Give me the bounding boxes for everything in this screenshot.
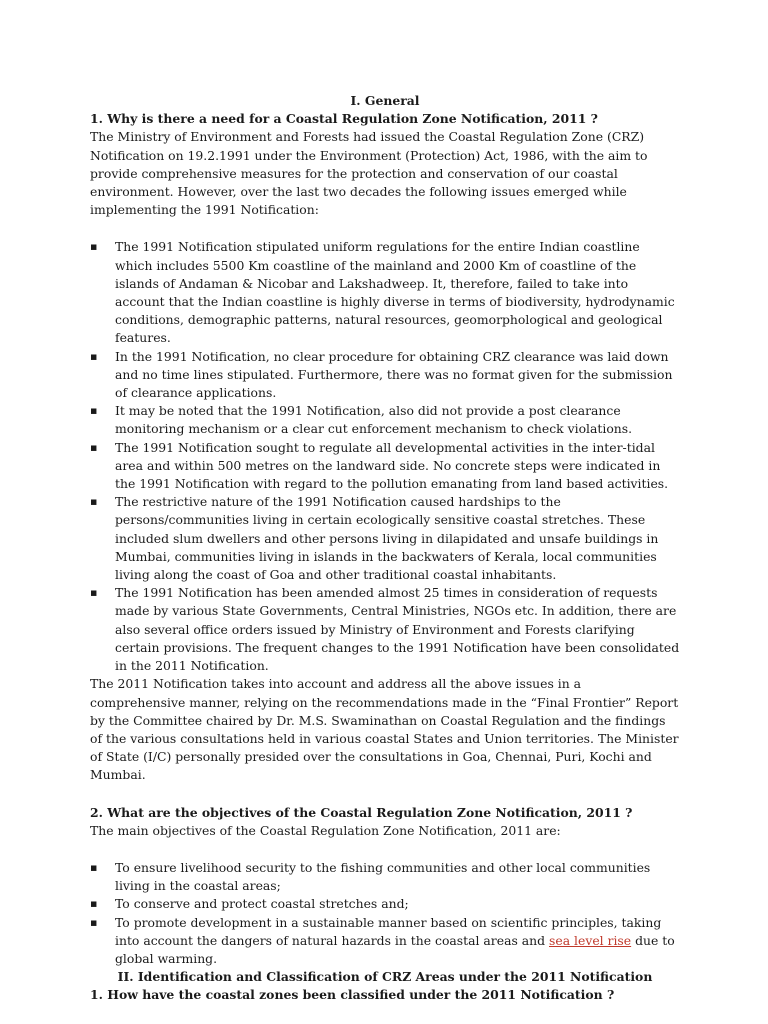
section-heading-general: I. General xyxy=(350,93,420,108)
objective-text-end: due to global warming. xyxy=(115,932,675,966)
closing-paragraph: The 2011 Notification takes into account and address all the above issues in a comprehensive manner, relying on the recommendations made in the “Final Frontier” Report by the Committee chaired by Dr. M.S. Swaminathan on Coastal Regulation and the findings of the various consultations held in various coastal States and Union territories. The Minister of State (I/C) personally presided over the consultations in Goa, Chennai, Puri, Kochi and Mumbai. xyxy=(90,676,679,783)
list-item: ▪ To conserve and protect coastal stretches and; xyxy=(90,895,680,913)
sea-level-rise-link[interactable]: sea level rise xyxy=(549,932,632,948)
document-content xyxy=(90,92,680,1005)
issues-list xyxy=(90,238,680,675)
list-item: ▪ To ensure livelihood security to the fishing communities and other local communities living in the coastal areas; xyxy=(90,859,680,895)
list-item: ▪ The 1991 Notification sought to regulate all developmental activities in the inter-tidal area and within 500 metres on the landward side. No concrete steps were indicated in the 1991 Notification with regard to the pollution emanating from land based activities. xyxy=(90,439,680,494)
list-item: ▪ The restrictive nature of the 1991 Notification caused hardships to the persons/communities living in certain ecologically sensitive coastal stretches. These included slum dwellers and other persons living in dilapidated and unsafe buildings in Mumbai, communities living in islands in the backwaters of Kerala, local communities living along the coast of Goa and other traditional coastal inhabitants. xyxy=(90,493,680,584)
section-heading-identification: II. Identification and Classification of CRZ Areas under the 2011 Notification xyxy=(117,969,653,985)
list-item: ▪ The 1991 Notification stipulated uniform regulations for the entire Indian coastline which includes 5500 Km coastline of the mainland and 2000 Km of coastline of the islands of Andaman & Nicobar and Lakshadweep. It, therefore, failed to take into account that the Indian coastline is highly diverse in terms of biodiversity, hydrodynamic conditions, demographic patterns, natural resources, geomorphological and geological features. xyxy=(90,238,680,347)
intro-paragraph: The Ministry of Environment and Forests had issued the Coastal Regulation Zone (CRZ) Notification on 19.2.1991 under the Environment (Protection) Act, 1986, with the aim to provide comprehensive measures for the protection and conservation of our coastal environment. However, over the last two decades the following issues emerged while implementing the 1991 Notification: xyxy=(90,129,648,218)
list-item: ▪ In the 1991 Notification, no clear procedure for obtaining CRZ clearance was laid down and no time lines stipulated. Furthermore, there was no format given for the submission of clearance applications. xyxy=(90,348,680,403)
objectives-list xyxy=(90,859,680,968)
question-need-for-crz: 1. Why is there a need for a Coastal Regulation Zone Notification, 2011 ? xyxy=(90,111,598,127)
list-item xyxy=(90,914,680,969)
list-item: ▪ It may be noted that the 1991 Notification, also did not provide a post clearance monitoring mechanism or a clear cut enforcement mechanism to check violations. xyxy=(90,402,680,438)
question-classification: 1. How have the coastal zones been classified under the 2011 Notification ? xyxy=(90,987,615,1003)
question-objectives: 2. What are the objectives of the Coastal Regulation Zone Notification, 2011 ? xyxy=(90,804,633,820)
objective-text: To promote development in a sustainable manner based on scientific principles, taking into account the dangers of natural hazards in the coastal areas and xyxy=(115,914,662,948)
objectives-intro: The main objectives of the Coastal Regulation Zone Notification, 2011 are: xyxy=(90,822,561,838)
list-item: ▪ The 1991 Notification has been amended almost 25 times in consideration of requests made by various State Governments, Central Ministries, NGOs etc. In addition, there are also several office orders issued by Ministry of Environment and Forests clarifying certain provisions. The frequent changes to the 1991 Notification have been consolidated in the 2011 Notification. xyxy=(90,584,680,675)
